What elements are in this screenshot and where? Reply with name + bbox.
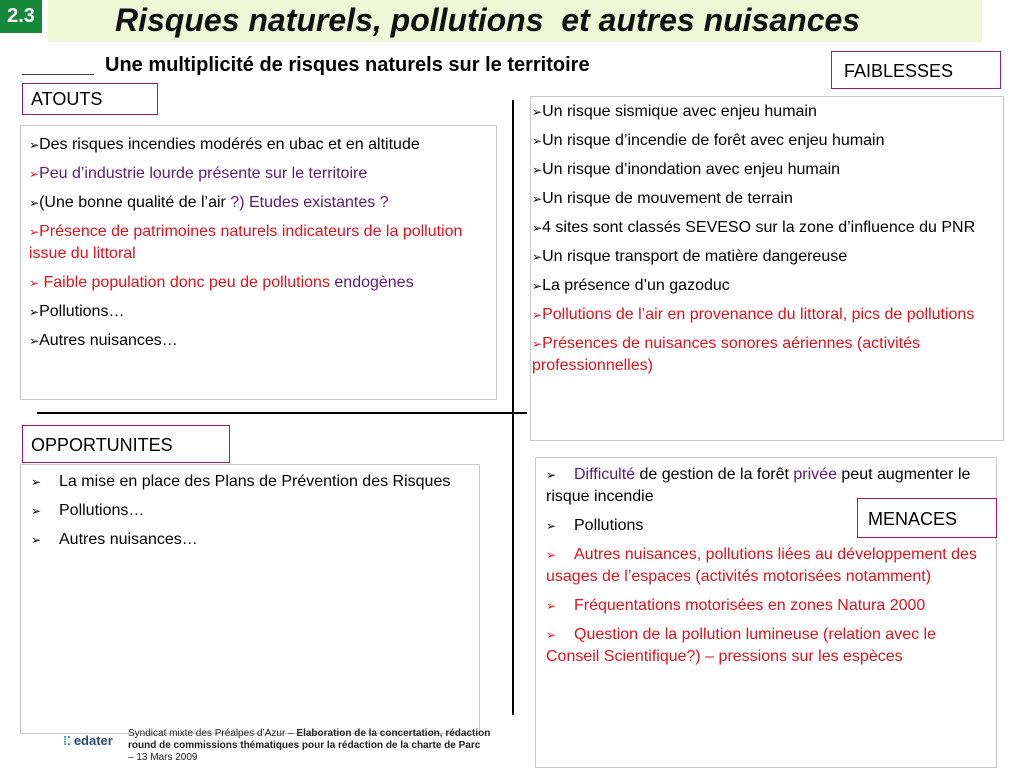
arrow-bullet-icon: ➢ (29, 225, 40, 239)
horizontal-axis (37, 412, 527, 414)
faiblesses-panel (530, 96, 1004, 441)
faiblesses-label: FAIBLESSES (831, 51, 1001, 89)
atouts-panel (20, 125, 497, 400)
arrow-bullet-icon: ➢ (31, 533, 42, 547)
list-item: ➢Un risque transport de matière dangereuse (532, 248, 848, 265)
atouts-label: ATOUTS (22, 83, 158, 115)
list-item: ➢Pollutions… (29, 303, 125, 320)
arrow-bullet-icon: ➢ (546, 599, 557, 613)
arrow-bullet-icon: ➢ (532, 279, 543, 293)
arrow-bullet-icon: ➢ (532, 105, 543, 119)
list-item: ➢Peu d’industrie lourde présente sur le territoire (29, 165, 368, 182)
arrow-bullet-icon: ➢ (532, 308, 543, 322)
opportunites-list (31, 471, 471, 551)
list-item: ➢ Difficulté de gestion de la forêt privée peut augmenter le risque incendie (546, 466, 971, 505)
arrow-bullet-icon: ➢ (532, 192, 543, 206)
opportunites-panel (20, 464, 480, 734)
list-item: ➢Pollutions de l’air en provenance du littoral, pics de pollutions (532, 306, 975, 323)
arrow-bullet-icon: ➢ (29, 334, 40, 348)
edater-logo: ⁞⁚ edater (63, 733, 113, 748)
arrow-bullet-icon: ➢ (546, 519, 557, 533)
opportunites-label: OPPORTUNITES (22, 425, 230, 463)
list-item: ➢ La mise en place des Plans de Prévention des Risques (31, 471, 471, 493)
list-item: ➢(Une bonne qualité de l’air ?) Etudes existantes ? (29, 194, 389, 211)
logo-dots-icon: ⁞⁚ (63, 734, 71, 748)
menaces-list (546, 464, 988, 668)
subtitle-rule (22, 74, 94, 75)
list-item: ➢ Autres nuisances, pollutions liées au développement des usages de l’espaces (activités motorisées notamment) (546, 546, 977, 585)
list-item: ➢ Pollutions (546, 515, 988, 537)
arrow-bullet-icon: ➢ (546, 628, 557, 642)
list-item: ➢Présences de nuisances sonores aériennes (activités professionnelles) (532, 335, 921, 374)
arrow-bullet-icon: ➢ (546, 548, 557, 562)
arrow-bullet-icon: ➢ (532, 163, 543, 177)
arrow-bullet-icon: ➢ (29, 138, 40, 152)
atouts-list (29, 134, 488, 352)
vertical-axis (512, 100, 514, 715)
list-item: ➢ Pollutions… (31, 500, 471, 522)
list-item: ➢Autres nuisances… (29, 332, 178, 349)
list-item: ➢Un risque d’inondation avec enjeu humain (532, 161, 841, 178)
footer-text: Syndicat mixte des Préalpes d’Azur – Elaboration de la concertation, rédaction round de commissions thématiques pour la rédaction de la charte de Parc – 13 Mars 2009 (128, 728, 491, 763)
page-title: Risques naturels, pollutions et autres nuisances (115, 2, 861, 38)
list-item: ➢ Faible population donc peu de pollutions endogènes (29, 274, 414, 291)
arrow-bullet-icon: ➢ (31, 475, 42, 489)
arrow-bullet-icon: ➢ (31, 504, 42, 518)
arrow-bullet-icon: ➢ (532, 221, 543, 235)
arrow-bullet-icon: ➢ (29, 196, 40, 210)
arrow-bullet-icon: ➢ (29, 305, 40, 319)
list-item: ➢4 sites sont classés SEVESO sur la zone d’influence du PNR (532, 219, 976, 236)
list-item: ➢Un risque d’incendie de forêt avec enjeu humain (532, 132, 885, 149)
list-item: ➢ Autres nuisances… (31, 529, 471, 551)
list-item: ➢ Question de la pollution lumineuse (relation avec le Conseil Scientifique?) – pressions sur les espèces (546, 626, 936, 665)
list-item: ➢Un risque sismique avec enjeu humain (532, 103, 817, 120)
list-item: ➢Un risque de mouvement de terrain (532, 190, 793, 207)
list-item: ➢ Fréquentations motorisées en zones Natura 2000 (546, 595, 988, 617)
section-badge: 2.3 (0, 0, 42, 33)
list-item: ➢La présence d’un gazoduc (532, 277, 730, 294)
arrow-bullet-icon: ➢ (29, 276, 40, 290)
arrow-bullet-icon: ➢ (532, 134, 543, 148)
page-subtitle: Une multiplicité de risques naturels sur le territoire (105, 54, 590, 76)
menaces-label: MENACES (857, 498, 997, 538)
arrow-bullet-icon: ➢ (532, 250, 543, 264)
faiblesses-list (532, 101, 999, 377)
list-item: ➢Présence de patrimoines naturels indicateurs de la pollution issue du littoral (29, 223, 463, 262)
arrow-bullet-icon: ➢ (546, 468, 557, 482)
arrow-bullet-icon: ➢ (532, 337, 543, 351)
arrow-bullet-icon: ➢ (29, 167, 40, 181)
list-item: ➢Des risques incendies modérés en ubac et en altitude (29, 136, 420, 153)
